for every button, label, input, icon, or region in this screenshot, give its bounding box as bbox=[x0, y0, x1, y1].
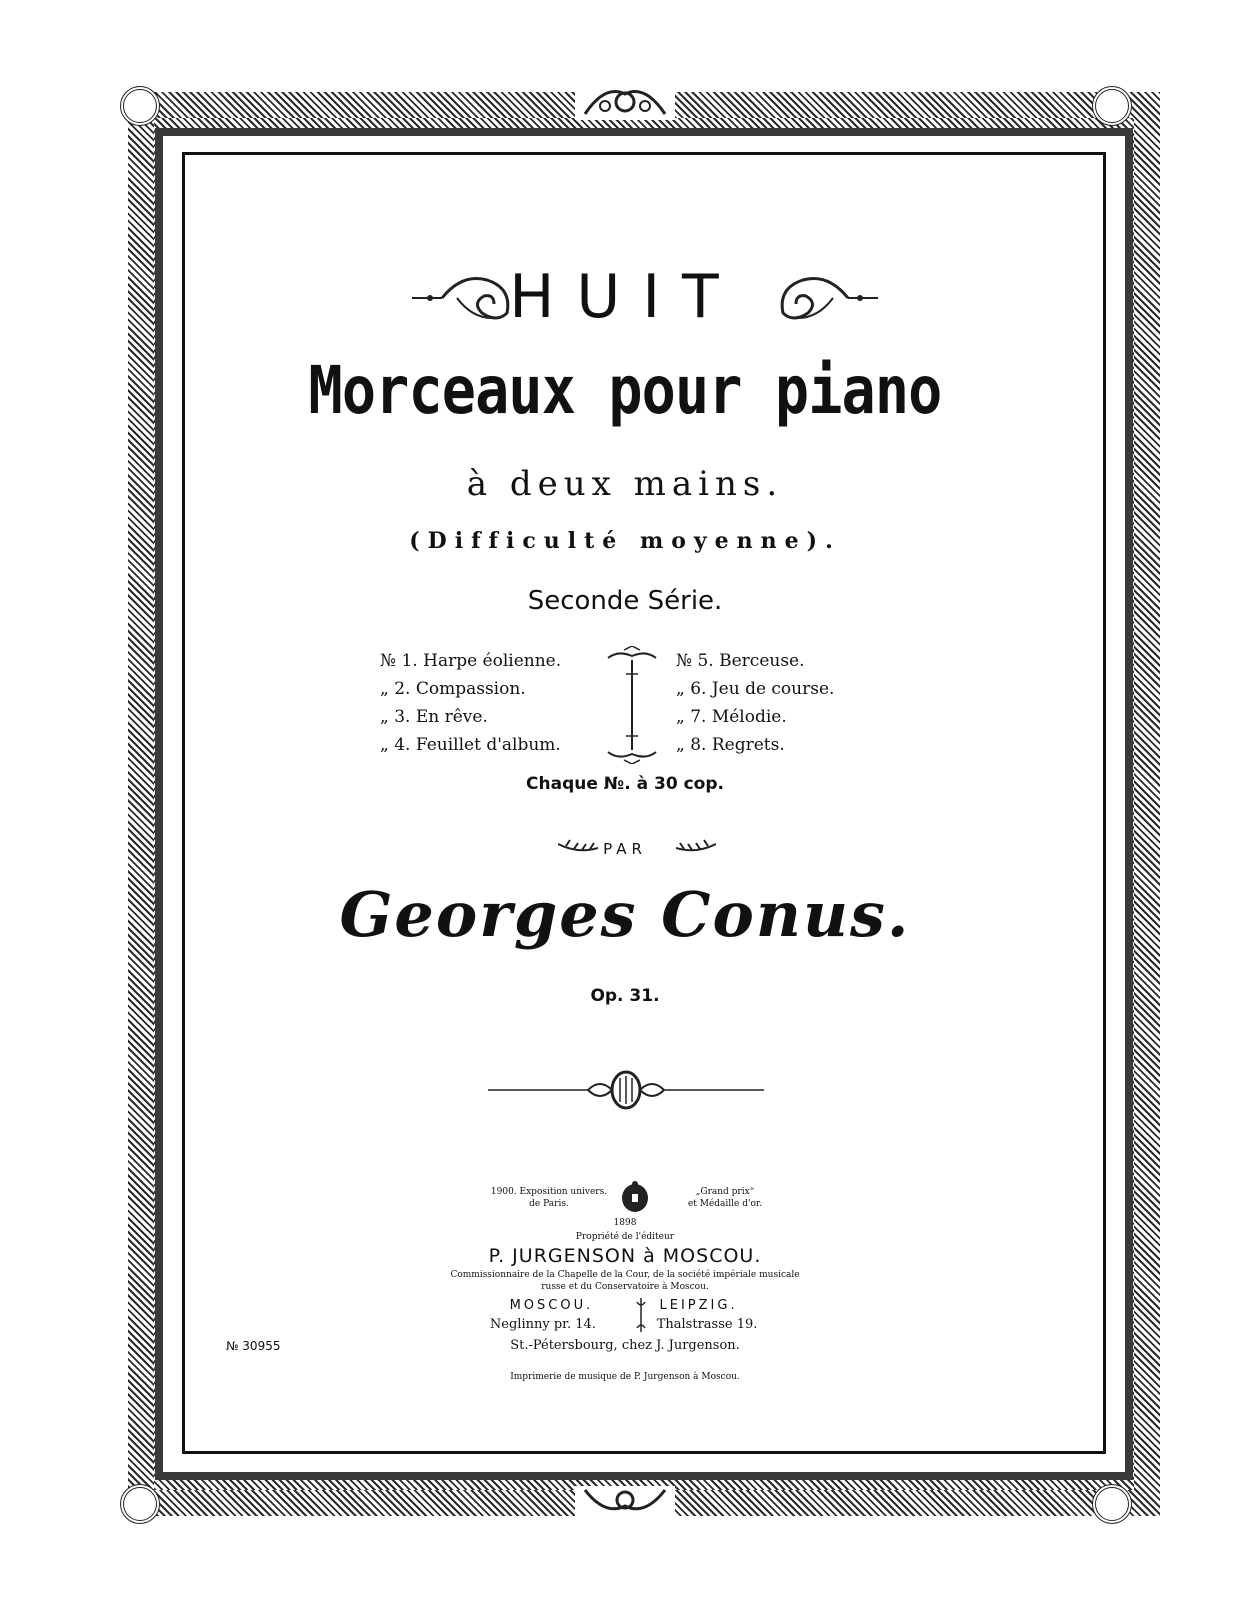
pieces-list-right bbox=[676, 647, 834, 759]
grand-prix-note: „Grand prix“ et Médaille d'or. bbox=[687, 1187, 763, 1209]
plate-number: № 30955 bbox=[226, 1339, 281, 1353]
list-item: „ 8. Regrets. bbox=[676, 735, 785, 755]
publisher-cities bbox=[0, 1298, 1250, 1313]
subtitle: à deux mains. bbox=[466, 464, 784, 504]
column-divider-ornament bbox=[604, 646, 660, 768]
corner-rosette-icon bbox=[1092, 86, 1132, 126]
composer-name: Georges Conus. bbox=[339, 878, 911, 951]
pieces-list-left bbox=[380, 647, 561, 759]
commission-line-1: Commissionnaire de la Chapelle de la Cour, de la société impériale musicale bbox=[450, 1270, 800, 1280]
list-item: № 5. Berceuse. bbox=[676, 651, 805, 671]
address-leipzig: Thalstrasse 19. bbox=[656, 1317, 758, 1332]
stpetersburg-agent: St.-Pétersbourg, chez J. Jurgenson. bbox=[510, 1338, 740, 1353]
top-crest-ornament bbox=[575, 84, 675, 120]
city-leipzig: LEIPZIG. bbox=[659, 1298, 738, 1313]
list-item: „ 7. Mélodie. bbox=[676, 707, 787, 727]
commission-line-2: russe et du Conservatoire à Moscou. bbox=[541, 1282, 709, 1292]
bottom-crest-ornament bbox=[575, 1486, 675, 1516]
corner-rosette-icon bbox=[120, 86, 160, 126]
series-label: Seconde Série. bbox=[527, 586, 723, 616]
by-label: PAR bbox=[603, 840, 647, 858]
imperial-eagle-icon bbox=[620, 1180, 650, 1218]
right-laurel-icon bbox=[676, 838, 716, 862]
publisher-name: P. JURGENSON à MOSCOU. bbox=[488, 1245, 762, 1267]
copyright-year: 1898 bbox=[613, 1218, 637, 1228]
list-item: „ 3. En rêve. bbox=[380, 707, 488, 727]
list-item: № 1. Harpe éolienne. bbox=[380, 651, 562, 671]
price-note: Chaque №. à 30 cop. bbox=[526, 774, 724, 794]
imprint-line: Imprimerie de musique de P. Jurgenson à Moscou. bbox=[510, 1372, 740, 1382]
opus-number: Op. 31. bbox=[590, 986, 660, 1006]
address-moscow: Neglinny pr. 14. bbox=[489, 1317, 596, 1332]
corner-rosette-icon bbox=[120, 1484, 160, 1524]
list-item: „ 2. Compassion. bbox=[380, 679, 526, 699]
publisher-addresses bbox=[0, 1317, 1250, 1332]
difficulty-note: (Difficulté moyenne). bbox=[409, 528, 841, 554]
city-moscow: MOSCOU. bbox=[509, 1298, 594, 1313]
list-item: „ 6. Jeu de course. bbox=[676, 679, 835, 699]
main-title: Morceaux pour piano bbox=[308, 352, 942, 429]
list-item: „ 4. Feuillet d'album. bbox=[380, 735, 561, 755]
center-lyre-ornament bbox=[488, 1068, 764, 1116]
title-number-word: HUIT bbox=[509, 262, 741, 332]
exposition-note: 1900. Exposition univers. de Paris. bbox=[490, 1187, 608, 1209]
property-note: Propriété de l'éditeur bbox=[575, 1232, 675, 1242]
corner-rosette-icon bbox=[1092, 1484, 1132, 1524]
